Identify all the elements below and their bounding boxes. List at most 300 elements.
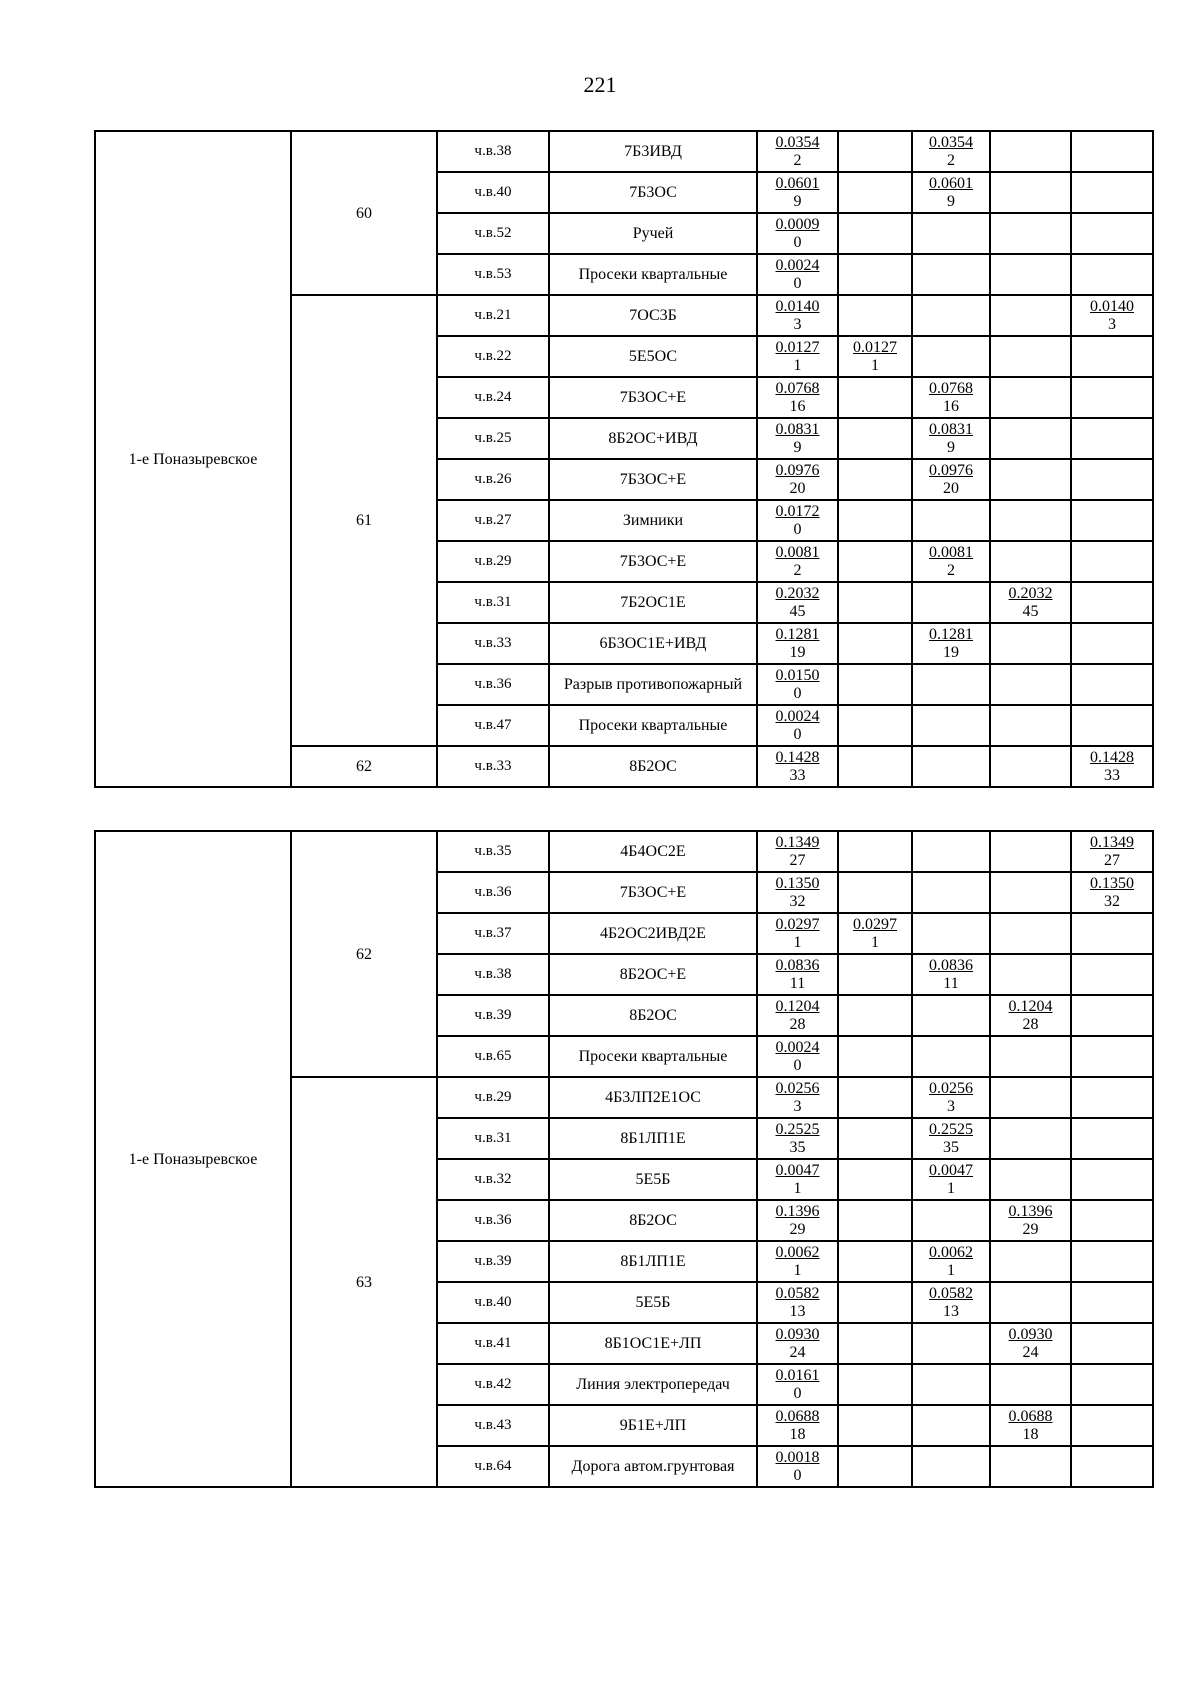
value-cell: [912, 254, 990, 295]
value-cell: [990, 254, 1071, 295]
value-cell: [990, 1118, 1071, 1159]
value-cell: [990, 1323, 1071, 1364]
composition: 5Е5Б: [549, 1282, 757, 1323]
volume-value: 1: [947, 1261, 955, 1279]
volume-value: 24: [789, 1343, 806, 1361]
quarter-number: 60: [291, 131, 437, 295]
area-value: 0.0047: [775, 1161, 820, 1179]
value-cell: [1071, 831, 1153, 872]
fraction: [776, 216, 820, 252]
area-value: 0.0836: [929, 956, 973, 974]
fraction: [929, 1244, 973, 1280]
fraction: [776, 544, 820, 580]
value-cell: [757, 1077, 838, 1118]
fraction: [1009, 1408, 1053, 1444]
value-cell: [912, 1364, 990, 1405]
subcompartment: ч.в.52: [437, 213, 549, 254]
value-cell: [912, 131, 990, 172]
fraction: [776, 503, 820, 539]
composition: Зимники: [549, 500, 757, 541]
area-value: 0.0601: [929, 174, 973, 192]
volume-value: 11: [789, 974, 806, 992]
value-cell: [1071, 213, 1153, 254]
area-value: 0.1204: [1008, 997, 1053, 1015]
area-value: 0.0688: [775, 1407, 820, 1425]
area-value: 0.0009: [775, 215, 820, 233]
value-cell: [838, 1282, 912, 1323]
value-cell: [1071, 1446, 1153, 1487]
value-cell: [990, 1405, 1071, 1446]
value-cell: [912, 954, 990, 995]
volume-value: 45: [1022, 602, 1039, 620]
value-cell: [912, 1282, 990, 1323]
value-cell: [757, 705, 838, 746]
value-cell: [757, 582, 838, 623]
forest-table-1: [94, 130, 1154, 788]
composition: Линия электропередач: [549, 1364, 757, 1405]
fraction: [929, 957, 973, 993]
value-cell: [990, 213, 1071, 254]
value-cell: [838, 377, 912, 418]
composition: 8Б1ОС1Е+ЛП: [549, 1323, 757, 1364]
volume-value: 9: [793, 192, 802, 210]
value-cell: [1071, 705, 1153, 746]
value-cell: [838, 1036, 912, 1077]
value-cell: [757, 1118, 838, 1159]
volume-value: 16: [943, 397, 959, 415]
fraction: [776, 708, 820, 744]
value-cell: [838, 1118, 912, 1159]
value-cell: [990, 831, 1071, 872]
value-cell: [1071, 254, 1153, 295]
fraction: [1009, 1203, 1053, 1239]
composition: Просеки квартальные: [549, 254, 757, 295]
volume-value: 20: [943, 479, 959, 497]
value-cell: [912, 705, 990, 746]
area-value: 0.1349: [1090, 833, 1134, 851]
fraction: [776, 998, 820, 1034]
area-value: 0.1428: [1090, 748, 1134, 766]
composition: 7Б3ОС: [549, 172, 757, 213]
composition: 7Б2ОС1Е: [549, 582, 757, 623]
value-cell: [990, 1446, 1071, 1487]
value-cell: [990, 1200, 1071, 1241]
volume-value: 0: [793, 684, 802, 702]
area-value: 0.0582: [775, 1284, 820, 1302]
subcompartment: ч.в.33: [437, 623, 549, 664]
area-value: 0.0081: [775, 543, 820, 561]
fraction: [776, 1326, 820, 1362]
composition: 7Б3ОС+Е: [549, 872, 757, 913]
value-cell: [757, 995, 838, 1036]
fraction: [1090, 875, 1134, 911]
subcompartment: ч.в.41: [437, 1323, 549, 1364]
area-value: 0.0024: [775, 1038, 820, 1056]
fraction: [776, 1244, 820, 1280]
fraction: [776, 462, 820, 498]
value-cell: [990, 746, 1071, 787]
fraction: [1009, 1326, 1053, 1362]
composition: 7Б3ОС+Е: [549, 541, 757, 582]
value-cell: [990, 1282, 1071, 1323]
fraction: [929, 421, 973, 457]
area-value: 0.2032: [775, 584, 820, 602]
volume-value: 13: [943, 1302, 959, 1320]
subcompartment: ч.в.26: [437, 459, 549, 500]
value-cell: [838, 131, 912, 172]
area-value: 0.0062: [929, 1243, 973, 1261]
subcompartment: ч.в.39: [437, 995, 549, 1036]
value-cell: [838, 746, 912, 787]
volume-value: 32: [1104, 892, 1120, 910]
value-cell: [1071, 664, 1153, 705]
composition: Дорога автом.грунтовая: [549, 1446, 757, 1487]
volume-value: 33: [789, 766, 806, 784]
volume-value: 0: [793, 520, 802, 538]
composition: 4Б2ОС2ИВД2Е: [549, 913, 757, 954]
subcompartment: ч.в.35: [437, 831, 549, 872]
value-cell: [1071, 913, 1153, 954]
volume-value: 1: [793, 1179, 802, 1197]
volume-value: 19: [789, 643, 806, 661]
forestry-name: 1-е Поназыревское: [95, 831, 291, 1487]
volume-value: 19: [943, 643, 959, 661]
composition: 5Е5ОС: [549, 336, 757, 377]
value-cell: [757, 541, 838, 582]
volume-value: 9: [947, 192, 955, 210]
composition: 7Б3ИВД: [549, 131, 757, 172]
subcompartment: ч.в.47: [437, 705, 549, 746]
fraction: [776, 298, 820, 334]
value-cell: [912, 831, 990, 872]
value-cell: [838, 664, 912, 705]
value-cell: [838, 418, 912, 459]
volume-value: 29: [789, 1220, 806, 1238]
fraction: [929, 1121, 973, 1157]
fraction: [776, 957, 820, 993]
fraction: [853, 339, 897, 375]
value-cell: [838, 1077, 912, 1118]
value-cell: [1071, 1118, 1153, 1159]
subcompartment: ч.в.21: [437, 295, 549, 336]
value-cell: [990, 913, 1071, 954]
volume-value: 1: [871, 356, 879, 374]
area-value: 0.0140: [775, 297, 820, 315]
fraction: [776, 667, 820, 703]
area-value: 0.1350: [775, 874, 820, 892]
value-cell: [912, 1405, 990, 1446]
subcompartment: ч.в.42: [437, 1364, 549, 1405]
subcompartment: ч.в.25: [437, 418, 549, 459]
value-cell: [1071, 459, 1153, 500]
value-cell: [1071, 336, 1153, 377]
fraction: [929, 175, 973, 211]
volume-value: 45: [789, 602, 806, 620]
area-value: 0.0930: [775, 1325, 820, 1343]
fraction: [1009, 998, 1053, 1034]
subcompartment: ч.в.29: [437, 541, 549, 582]
subcompartment: ч.в.27: [437, 500, 549, 541]
area-value: 0.0172: [775, 502, 820, 520]
volume-value: 3: [793, 315, 802, 333]
fraction: [776, 421, 820, 457]
value-cell: [990, 172, 1071, 213]
volume-value: 0: [793, 1384, 802, 1402]
value-cell: [838, 295, 912, 336]
subcompartment: ч.в.36: [437, 664, 549, 705]
area-value: 0.0047: [929, 1161, 973, 1179]
value-cell: [912, 913, 990, 954]
area-value: 0.0976: [775, 461, 820, 479]
value-cell: [990, 705, 1071, 746]
value-cell: [757, 131, 838, 172]
value-cell: [990, 377, 1071, 418]
volume-value: 27: [1104, 851, 1120, 869]
value-cell: [990, 582, 1071, 623]
value-cell: [912, 1241, 990, 1282]
composition: 8Б2ОС+ИВД: [549, 418, 757, 459]
value-cell: [912, 1159, 990, 1200]
value-cell: [990, 954, 1071, 995]
volume-value: 3: [1108, 315, 1116, 333]
area-value: 0.1349: [775, 833, 820, 851]
volume-value: 9: [793, 438, 802, 456]
volume-value: 1: [947, 1179, 955, 1197]
volume-value: 18: [1022, 1425, 1039, 1443]
value-cell: [1071, 172, 1153, 213]
value-cell: [838, 582, 912, 623]
composition: 6Б3ОС1Е+ИВД: [549, 623, 757, 664]
area-value: 0.0127: [853, 338, 897, 356]
area-value: 0.0930: [1008, 1325, 1053, 1343]
fraction: [776, 1162, 820, 1198]
fraction: [1090, 834, 1134, 870]
value-cell: [1071, 1282, 1153, 1323]
value-cell: [757, 500, 838, 541]
value-cell: [912, 664, 990, 705]
subcompartment: ч.в.37: [437, 913, 549, 954]
area-value: 0.0018: [775, 1448, 820, 1466]
value-cell: [838, 213, 912, 254]
value-cell: [1071, 954, 1153, 995]
value-cell: [912, 377, 990, 418]
subcompartment: ч.в.43: [437, 1405, 549, 1446]
fraction: [1090, 298, 1134, 334]
quarter-number: 62: [291, 746, 437, 787]
area-value: 0.0081: [929, 543, 973, 561]
value-cell: [838, 1323, 912, 1364]
value-cell: [838, 831, 912, 872]
composition: 9Б1Е+ЛП: [549, 1405, 757, 1446]
fraction: [929, 1080, 973, 1116]
value-cell: [912, 1077, 990, 1118]
value-cell: [1071, 995, 1153, 1036]
volume-value: 1: [871, 933, 879, 951]
fraction: [776, 749, 820, 785]
area-value: 0.0297: [853, 915, 897, 933]
value-cell: [838, 1446, 912, 1487]
table-row: [95, 131, 1153, 172]
value-cell: [990, 1364, 1071, 1405]
fraction: [776, 380, 820, 416]
quarter-number: 63: [291, 1077, 437, 1487]
composition: 8Б2ОС: [549, 746, 757, 787]
area-value: 0.0256: [775, 1079, 820, 1097]
value-cell: [912, 459, 990, 500]
quarter-number: 62: [291, 831, 437, 1077]
composition: 8Б1ЛП1Е: [549, 1241, 757, 1282]
value-cell: [757, 1036, 838, 1077]
value-cell: [838, 954, 912, 995]
value-cell: [912, 1036, 990, 1077]
page-number: 221: [583, 72, 617, 97]
subcompartment: ч.в.32: [437, 1159, 549, 1200]
value-cell: [838, 623, 912, 664]
area-value: 0.0354: [929, 133, 973, 151]
value-cell: [912, 541, 990, 582]
value-cell: [838, 995, 912, 1036]
value-cell: [912, 582, 990, 623]
value-cell: [912, 872, 990, 913]
value-cell: [1071, 541, 1153, 582]
value-cell: [757, 1446, 838, 1487]
value-cell: [990, 872, 1071, 913]
volume-value: 2: [793, 561, 802, 579]
fraction: [776, 339, 820, 375]
area-value: 0.0297: [775, 915, 820, 933]
area-value: 0.0836: [775, 956, 820, 974]
value-cell: [757, 1405, 838, 1446]
value-cell: [1071, 1200, 1153, 1241]
composition: 7Б3ОС+Е: [549, 459, 757, 500]
value-cell: [757, 1323, 838, 1364]
composition: 8Б1ЛП1Е: [549, 1118, 757, 1159]
volume-value: 1: [793, 356, 802, 374]
value-cell: [838, 872, 912, 913]
area-value: 0.0150: [775, 666, 820, 684]
value-cell: [1071, 295, 1153, 336]
composition: 8Б2ОС: [549, 1200, 757, 1241]
fraction: [776, 1080, 820, 1116]
subcompartment: ч.в.31: [437, 582, 549, 623]
area-value: 0.0768: [775, 379, 820, 397]
value-cell: [757, 213, 838, 254]
value-cell: [757, 1282, 838, 1323]
value-cell: [757, 831, 838, 872]
volume-value: 9: [947, 438, 955, 456]
volume-value: 0: [793, 233, 802, 251]
volume-value: 33: [1104, 766, 1120, 784]
composition: 5Е5Б: [549, 1159, 757, 1200]
volume-value: 32: [789, 892, 806, 910]
volume-value: 1: [793, 933, 802, 951]
value-cell: [912, 995, 990, 1036]
value-cell: [990, 1077, 1071, 1118]
value-cell: [912, 1446, 990, 1487]
area-value: 0.1281: [929, 625, 973, 643]
value-cell: [838, 459, 912, 500]
value-cell: [1071, 1077, 1153, 1118]
area-value: 0.1281: [775, 625, 820, 643]
value-cell: [912, 336, 990, 377]
value-cell: [838, 172, 912, 213]
area-value: 0.0768: [929, 379, 973, 397]
volume-value: 3: [793, 1097, 802, 1115]
fraction: [776, 134, 820, 170]
value-cell: [838, 705, 912, 746]
value-cell: [990, 995, 1071, 1036]
value-cell: [838, 500, 912, 541]
fraction: [776, 175, 820, 211]
value-cell: [757, 872, 838, 913]
subcompartment: ч.в.31: [437, 1118, 549, 1159]
value-cell: [912, 295, 990, 336]
value-cell: [912, 213, 990, 254]
area-value: 0.0140: [1090, 297, 1134, 315]
value-cell: [757, 913, 838, 954]
value-cell: [990, 1036, 1071, 1077]
table-row: [95, 831, 1153, 872]
value-cell: [757, 623, 838, 664]
subcompartment: ч.в.38: [437, 954, 549, 995]
subcompartment: ч.в.38: [437, 131, 549, 172]
subcompartment: ч.в.40: [437, 172, 549, 213]
value-cell: [1071, 1159, 1153, 1200]
value-cell: [757, 1159, 838, 1200]
value-cell: [757, 459, 838, 500]
subcompartment: ч.в.64: [437, 1446, 549, 1487]
area-value: 0.0256: [929, 1079, 973, 1097]
volume-value: 18: [789, 1425, 806, 1443]
fraction: [776, 834, 820, 870]
subcompartment: ч.в.29: [437, 1077, 549, 1118]
volume-value: 20: [789, 479, 806, 497]
fraction: [929, 1285, 973, 1321]
area-value: 0.0127: [775, 338, 820, 356]
composition: Просеки квартальные: [549, 705, 757, 746]
value-cell: [838, 1200, 912, 1241]
fraction: [776, 1408, 820, 1444]
area-value: 0.1350: [1090, 874, 1134, 892]
fraction: [929, 134, 973, 170]
fraction: [929, 544, 973, 580]
fraction: [776, 1121, 820, 1157]
value-cell: [912, 1200, 990, 1241]
fraction: [776, 916, 820, 952]
value-cell: [757, 254, 838, 295]
volume-value: 2: [947, 561, 955, 579]
subcompartment: ч.в.36: [437, 872, 549, 913]
value-cell: [757, 1241, 838, 1282]
volume-value: 0: [793, 1056, 802, 1074]
fraction: [929, 462, 973, 498]
value-cell: [1071, 1405, 1153, 1446]
composition: 7ОС3Б: [549, 295, 757, 336]
volume-value: 13: [789, 1302, 806, 1320]
area-value: 0.0831: [775, 420, 820, 438]
composition: 8Б2ОС+Е: [549, 954, 757, 995]
fraction: [776, 257, 820, 293]
volume-value: 1: [793, 1261, 802, 1279]
value-cell: [1071, 1364, 1153, 1405]
area-value: 0.0688: [1008, 1407, 1053, 1425]
area-value: 0.0024: [775, 256, 820, 274]
fraction: [776, 875, 820, 911]
value-cell: [1071, 1241, 1153, 1282]
value-cell: [757, 295, 838, 336]
value-cell: [838, 541, 912, 582]
area-value: 0.0062: [775, 1243, 820, 1261]
